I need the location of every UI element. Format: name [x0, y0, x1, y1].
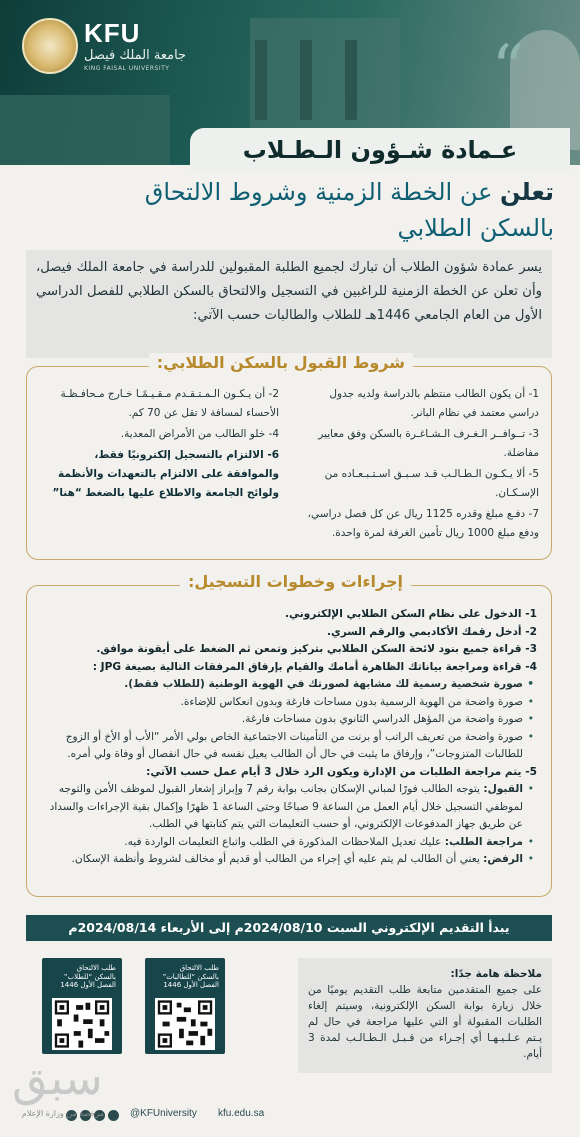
condition-item: 1- أن يكون الطالب منتظم بالدراسة ولديه جدول دراسي معتمد في نظام البانر. [329, 388, 539, 419]
university-logo [22, 18, 192, 78]
intro-paragraph: يسر عمادة شؤون الطلاب أن تبارك لجميع الطلبة المقبولين للدراسة في جامعة الملك فيصل، وأن تعلن عن الخطة الزمنية للراغبين في التسجيل والالتحاق بالسكن الطلابي للفصل الدراسي الأول من العام الجامعي 1446هـ للطلاب والطالبات حسب الآتي: [26, 250, 552, 358]
procedures-steps [37, 606, 537, 869]
outcome-item [37, 851, 523, 869]
university-seal-icon [22, 18, 78, 74]
qr-code-icon[interactable] [155, 998, 215, 1050]
conditions-column-right [299, 385, 539, 545]
attachment-item: • صورة واضحة من المؤهل الدراسي الثانوي بدون مساحات فارغة. [37, 711, 523, 729]
attachments-list [37, 676, 537, 764]
application-dates-banner: يبدأ التقديم الإلكتروني السبت 2024/08/10م إلى الأربعاء 2024/08/14م [26, 915, 552, 941]
qr-code-graphic [155, 998, 215, 1050]
building-column [345, 40, 357, 120]
title-line2: بالسكن الطلابي [397, 214, 554, 242]
qr-caption-line: الفصل الأول 1446 [163, 981, 219, 989]
outcome-item [37, 781, 523, 834]
note-heading: ملاحظة هامة جدًا: [450, 968, 542, 980]
qr-caption-line: طلب الالتحاق [179, 964, 219, 972]
qr-caption [48, 964, 116, 990]
outcome-text: يعني أن الطالب لم يتم عليه أي إجراء من الطالب أو قديم أو مخالف لشروط وأنظمة الإسكان. [71, 853, 484, 865]
condition-item: 3- تــوافــر الـغـرف الـشـاغـرة بالسكن وفق معايير مفاضلة. [318, 428, 539, 459]
quote-mark-icon: “ [491, 32, 525, 106]
attachment-item: • صورة واضحة من الهوية الرسمية بدون مساحات فارغة وبدون انعكاس للإضاءة. [37, 694, 523, 712]
qr-card-male[interactable] [42, 958, 122, 1054]
step-5: 5- يتم مراجعة الطلبات من الإدارة ويكون الرد خلال 3 أيام عمل حسب الآتي: [146, 765, 537, 778]
outcome-key: مراجعة الطلب: [444, 835, 523, 848]
important-note [298, 958, 552, 1073]
review-outcomes-list [37, 781, 537, 869]
qr-caption-line: الفصل الأول 1446 [60, 981, 116, 989]
qr-card-female[interactable] [145, 958, 225, 1054]
attachment-item: • صورة شخصية رسمية لك مشابهة لصورتك في الهوية الوطنية (للطلاب فقط). [37, 676, 523, 694]
procedures-box [26, 572, 552, 897]
outcome-text: يتوجه الطالب فورًا لمباني الإسكان بجانب بوابة رقم 7 وإبراز إشعار القبول لموظف الأمن والتوجه لموظفي التسجيل خلال أيام العمل من الساعة 9 صباحًا وحتى الساعة 1 ظهرًا وإكمال بقية الإجراءات والسداد عن طريق جهاز المدفوعات الإلكتروني، أو حسب التعليمات التي يتم كتابتها في الطلب. [49, 783, 523, 830]
watermark-logo: سبق [12, 1051, 103, 1105]
conditions-box [26, 353, 552, 560]
qr-code-icon[interactable] [52, 998, 112, 1050]
outcome-key: الرفض: [483, 853, 523, 865]
deanship-title: عـمادة شـؤون الـطـلاب [190, 128, 570, 172]
attachment-item: • صورة واضحة من تعريف الراتب أو برنت من التأمينات الاجتماعية الخاص بولي الأمر “الأب أو الأخ أو الزوج للطالبات المتزوجات”، وإرفاق ما يثبت في حال أن الطالب يعيل نفسه في حال انفصال أو وفاة ولي أمره. [37, 729, 523, 764]
conditions-column-left [39, 385, 279, 505]
qr-caption-line: بالسكن “للطالبات” [162, 972, 219, 981]
page-title [24, 174, 554, 246]
condition-item: 5- ألا يـكـون الـطـالـب قـد سـبـق اسـتـبـعـاده من الإسـكـان. [324, 468, 539, 499]
qr-caption-line: طلب الالتحاق [76, 964, 116, 972]
logo-arabic-name: جامعة الملك فيصل [84, 48, 187, 63]
step-1: 1- الدخول على نظام السكن الطلابي الإلكتروني. [284, 608, 537, 620]
step-3: 3- قراءة جميع بنود لائحة السكن الطلابي بتركيز وتمعن ثم الضغط على أيقونة موافق. [96, 643, 537, 655]
building-column [255, 40, 267, 120]
building-image [250, 18, 400, 128]
step-4: 4- قراءة ومراجعة بياناتك الظاهرة أمامك والقيام بإرفاق المرفقات التالية بصيغة JPG : [92, 660, 537, 673]
title-prefix: تعلن [500, 178, 554, 206]
logo-brand: KFU [84, 18, 141, 48]
step-2: 2- أدخل رقمك الأكاديمي والرقم السري. [326, 625, 537, 638]
sabq-watermark [4, 1053, 128, 1137]
outcome-item [37, 834, 523, 852]
condition-item-terms-link[interactable]: 6- الالتزام بالتسجيل إلكترونيًا فقط، والموافقة على الالتزام بالتعهدات والأنظمة ولوائح الجامعة والاطلاع عليها بالضغط “هنا” [52, 449, 279, 499]
conditions-heading: شروط القبول بالسكن الطلابي: [149, 353, 413, 372]
watermark-license: مرخصة من وزارة الإعلام [21, 1109, 105, 1118]
book-image [0, 95, 170, 165]
note-text: على جميع المتقدمين متابعة طلب التقديم يوميًا من خلال زيارة بوابة السكن الإلكترونية، وسيتم إلغاء الطلبات المقبولة أو التي عليها مراجعة في حال لم يـتم عـلـيـهـا أي إجـراء من قـبـل الـطـالـب لمدة 3 أيام. [308, 984, 542, 1060]
qr-caption [151, 964, 219, 990]
outcome-key: القبول: [483, 783, 523, 795]
procedures-heading: إجراءات وخطوات التسجيل: [180, 572, 411, 591]
title-line1: عن الخطة الزمنية وشروط الالتحاق [144, 178, 501, 206]
website-link[interactable]: kfu.edu.sa [218, 1108, 265, 1119]
condition-item: 4- خلو الطالب من الأمراض المعدية. [120, 428, 279, 440]
outcome-text: عليك تعديل الملاحظات المذكورة في الطلب واتباع التعليمات الواردة فيه. [124, 835, 445, 848]
condition-item: 7- دفـع مبلغ وقدره 1125 ريال عن كل فصل دراسي، ودفع مبلغ 1000 ريال تأمين الغرفة لمرة واحدة. [307, 508, 539, 539]
logo-english-name: KING FAISAL UNIVERSITY [84, 65, 170, 72]
qr-caption-line: بالسكن “للطلاب” [63, 972, 116, 981]
condition-item: 2- أن يـكـون الـمـتـقـدم مـقـيـمًـا خـارج مـحافـظـة الأحساء لمسافة لا تقل عن 70 كم. [60, 388, 279, 419]
qr-code-graphic [52, 998, 112, 1050]
building-column [300, 40, 312, 120]
social-handle[interactable]: @KFUniversity [130, 1108, 197, 1119]
